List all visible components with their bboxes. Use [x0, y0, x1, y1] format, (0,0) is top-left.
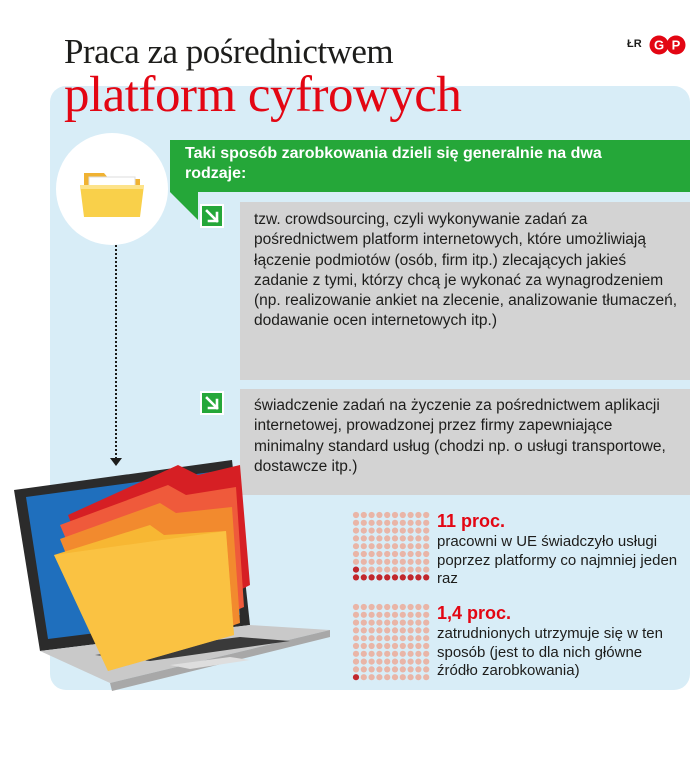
svg-text:G: G [653, 37, 665, 53]
matrix-dot [423, 559, 429, 565]
author-initials: ŁR [627, 38, 642, 50]
matrix-dot [384, 543, 390, 549]
matrix-dot [423, 666, 429, 672]
dot-matrix-1-4 [352, 603, 432, 687]
matrix-dot [400, 520, 406, 526]
matrix-dot [361, 659, 367, 665]
matrix-dot [392, 512, 398, 518]
matrix-dot [392, 620, 398, 626]
matrix-dot [415, 604, 421, 610]
matrix-dot [400, 535, 406, 541]
matrix-dot [353, 643, 359, 649]
matrix-dot [369, 666, 375, 672]
matrix-dot [392, 612, 398, 618]
matrix-dot [423, 659, 429, 665]
matrix-dot [415, 512, 421, 518]
page-title-line2: platform cyfrowych [64, 67, 462, 123]
matrix-dot [423, 651, 429, 657]
matrix-dot [376, 535, 382, 541]
matrix-dot [369, 574, 375, 580]
matrix-dot [353, 574, 359, 580]
matrix-dot [408, 567, 414, 573]
matrix-dot [353, 512, 359, 518]
page-title-line1: Praca za pośrednictwem [64, 32, 394, 71]
stat-value: 1,4 proc. [437, 603, 512, 623]
matrix-dot [361, 635, 367, 641]
stat-description: pracowni w UE świadczyło usługi poprzez platformy co najmniej jeden raz [437, 533, 678, 587]
matrix-dot [400, 512, 406, 518]
matrix-dot [408, 604, 414, 610]
matrix-dot [361, 604, 367, 610]
matrix-dot [392, 535, 398, 541]
matrix-dot [361, 627, 367, 633]
matrix-dot [408, 543, 414, 549]
matrix-dot [400, 551, 406, 557]
matrix-dot [369, 604, 375, 610]
matrix-dot [376, 643, 382, 649]
matrix-dot [408, 551, 414, 557]
matrix-dot [415, 666, 421, 672]
matrix-dot [361, 551, 367, 557]
stat-value: 11 proc. [437, 511, 506, 531]
matrix-dot [376, 512, 382, 518]
matrix-dot [415, 620, 421, 626]
matrix-dot [376, 612, 382, 618]
matrix-dot [361, 666, 367, 672]
matrix-dot [392, 659, 398, 665]
matrix-dot [423, 528, 429, 534]
matrix-dot [353, 635, 359, 641]
matrix-dot [408, 620, 414, 626]
matrix-dot [361, 612, 367, 618]
matrix-dot [384, 512, 390, 518]
matrix-dot [415, 643, 421, 649]
matrix-dot [392, 543, 398, 549]
matrix-dot [369, 674, 375, 680]
matrix-dot [408, 651, 414, 657]
matrix-dot [384, 674, 390, 680]
matrix-dot [415, 543, 421, 549]
matrix-dot [423, 543, 429, 549]
matrix-dot [361, 651, 367, 657]
matrix-dot [376, 567, 382, 573]
matrix-dot [392, 574, 398, 580]
matrix-dot [415, 520, 421, 526]
matrix-dot [361, 543, 367, 549]
matrix-dot [369, 512, 375, 518]
matrix-dot [361, 620, 367, 626]
matrix-dot [376, 574, 382, 580]
matrix-dot [361, 528, 367, 534]
matrix-dot [392, 666, 398, 672]
matrix-dot [361, 567, 367, 573]
matrix-dot [423, 567, 429, 573]
matrix-dot [400, 659, 406, 665]
matrix-dot [384, 651, 390, 657]
matrix-dot [376, 627, 382, 633]
matrix-dot [423, 627, 429, 633]
matrix-dot [408, 535, 414, 541]
matrix-dot [361, 574, 367, 580]
matrix-dot [369, 612, 375, 618]
matrix-dot [423, 574, 429, 580]
matrix-dot [353, 543, 359, 549]
arrow-down-right-icon [200, 204, 224, 228]
matrix-dot [353, 559, 359, 565]
matrix-dot [361, 674, 367, 680]
matrix-dot [369, 543, 375, 549]
matrix-dot [408, 528, 414, 534]
matrix-dot [353, 651, 359, 657]
matrix-dot [384, 559, 390, 565]
folder-icon-circle [56, 133, 168, 245]
matrix-dot [423, 635, 429, 641]
matrix-dot [400, 559, 406, 565]
matrix-dot [400, 620, 406, 626]
matrix-dot [353, 567, 359, 573]
matrix-dot [384, 620, 390, 626]
matrix-dot [376, 604, 382, 610]
svg-text:P: P [671, 37, 681, 53]
matrix-dot [392, 520, 398, 526]
matrix-dot [415, 651, 421, 657]
intro-text: Taki sposób zarobkowania dzieli się generalnie na dwa rodzaje: [185, 145, 602, 182]
matrix-dot [384, 535, 390, 541]
matrix-dot [361, 559, 367, 565]
matrix-dot [376, 635, 382, 641]
matrix-dot [423, 535, 429, 541]
matrix-dot [353, 604, 359, 610]
matrix-dot [415, 559, 421, 565]
matrix-dot [415, 612, 421, 618]
matrix-dot [384, 551, 390, 557]
matrix-dot [361, 535, 367, 541]
matrix-dot [392, 528, 398, 534]
matrix-dot [376, 559, 382, 565]
matrix-dot [400, 528, 406, 534]
matrix-dot [384, 604, 390, 610]
matrix-dot [392, 674, 398, 680]
matrix-dot [392, 643, 398, 649]
banner-tail [170, 192, 198, 220]
matrix-dot [384, 567, 390, 573]
item-text-crowdsourcing: tzw. crowdsourcing, czyli wykonywanie zadań za pośrednictwem platform internetowych, które umożliwiają łączenie podmiotów (osób, firm itp.) zlecających jakieś zadanie z tymi, którzy chcą je wykonać za wynagrodzeniem (np. realizowanie ankiet na zlecenie, analizowanie tłumaczeń, dodawanie ocen internetowych itp.) [254, 211, 678, 330]
matrix-dot [376, 528, 382, 534]
matrix-dot [376, 551, 382, 557]
matrix-dot [400, 604, 406, 610]
matrix-dot [369, 528, 375, 534]
logo-icon [649, 34, 687, 61]
matrix-dot [376, 659, 382, 665]
matrix-dot [369, 659, 375, 665]
matrix-dot [400, 674, 406, 680]
matrix-dot [392, 604, 398, 610]
matrix-dot [423, 620, 429, 626]
matrix-dot [384, 520, 390, 526]
matrix-dot [353, 612, 359, 618]
matrix-dot [384, 635, 390, 641]
matrix-dot [415, 574, 421, 580]
matrix-dot [400, 643, 406, 649]
matrix-dot [408, 612, 414, 618]
matrix-dot [400, 567, 406, 573]
matrix-dot [369, 559, 375, 565]
matrix-dot [408, 666, 414, 672]
matrix-dot [384, 659, 390, 665]
matrix-dot [408, 643, 414, 649]
matrix-dot [369, 651, 375, 657]
matrix-dot [384, 612, 390, 618]
matrix-dot [369, 535, 375, 541]
matrix-dot [415, 659, 421, 665]
matrix-dot [423, 551, 429, 557]
matrix-dot [353, 520, 359, 526]
folder-icon [56, 133, 168, 245]
matrix-dot [423, 604, 429, 610]
matrix-dot [415, 635, 421, 641]
matrix-dot [384, 666, 390, 672]
matrix-dot [361, 512, 367, 518]
matrix-dot [369, 635, 375, 641]
matrix-dot [353, 535, 359, 541]
matrix-dot [369, 551, 375, 557]
connector-line [115, 245, 117, 463]
laptop-illustration [0, 455, 345, 695]
matrix-dot [415, 551, 421, 557]
matrix-dot [384, 574, 390, 580]
matrix-dot [361, 643, 367, 649]
matrix-dot [353, 551, 359, 557]
matrix-dot [408, 674, 414, 680]
matrix-dot [400, 543, 406, 549]
matrix-dot [384, 643, 390, 649]
matrix-dot [353, 674, 359, 680]
matrix-dot [376, 651, 382, 657]
matrix-dot [423, 643, 429, 649]
matrix-dot [423, 674, 429, 680]
dot-matrix-11 [352, 511, 432, 585]
matrix-dot [400, 574, 406, 580]
matrix-dot [415, 674, 421, 680]
matrix-dot [408, 520, 414, 526]
matrix-dot [392, 635, 398, 641]
matrix-dot [408, 512, 414, 518]
matrix-dot [400, 612, 406, 618]
matrix-dot [392, 651, 398, 657]
matrix-dot [423, 520, 429, 526]
matrix-dot [408, 574, 414, 580]
matrix-dot [392, 567, 398, 573]
matrix-dot [369, 643, 375, 649]
matrix-dot [376, 666, 382, 672]
matrix-dot [376, 620, 382, 626]
item-text-on-demand: świadczenie zadań na życzenie za pośrednictwem aplikacji internetowej, prowadzonej przez firmy zapewniające minimalny standard usług (chodzi np. o usługi transportowe, dostawcze itp.) [254, 397, 666, 475]
matrix-dot [415, 528, 421, 534]
matrix-dot [423, 512, 429, 518]
stat-description: zatrudnionych utrzymuje się w ten sposób (jest to dla nich główne źródło zarobkowania) [437, 625, 663, 679]
matrix-dot [353, 620, 359, 626]
arrow-down-right-icon [200, 391, 224, 415]
matrix-dot [392, 627, 398, 633]
matrix-dot [400, 651, 406, 657]
matrix-dot [384, 627, 390, 633]
matrix-dot [376, 520, 382, 526]
matrix-dot [369, 620, 375, 626]
matrix-dot [423, 612, 429, 618]
matrix-dot [408, 635, 414, 641]
matrix-dot [415, 567, 421, 573]
matrix-dot [369, 567, 375, 573]
matrix-dot [408, 559, 414, 565]
matrix-dot [392, 551, 398, 557]
matrix-dot [415, 627, 421, 633]
matrix-dot [353, 528, 359, 534]
matrix-dot [376, 543, 382, 549]
matrix-dot [384, 528, 390, 534]
matrix-dot [353, 666, 359, 672]
matrix-dot [400, 666, 406, 672]
matrix-dot [369, 627, 375, 633]
matrix-dot [400, 627, 406, 633]
matrix-dot [400, 635, 406, 641]
matrix-dot [415, 535, 421, 541]
matrix-dot [369, 520, 375, 526]
matrix-dot [392, 559, 398, 565]
matrix-dot [376, 674, 382, 680]
matrix-dot [353, 627, 359, 633]
matrix-dot [408, 659, 414, 665]
matrix-dot [361, 520, 367, 526]
matrix-dot [353, 659, 359, 665]
matrix-dot [408, 627, 414, 633]
